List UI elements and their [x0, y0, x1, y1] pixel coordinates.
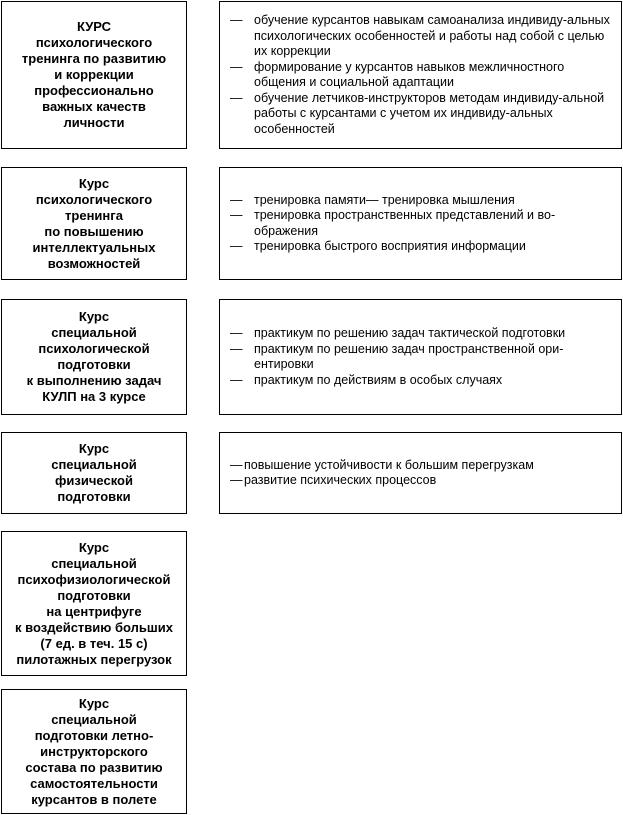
- list-item: — повышение устойчивости к большим перегрузкам: [230, 458, 613, 474]
- list-item: — обучение летчиков-инструкторов методам индивиду-альной работы с курсантами с учетом их индивиду-альных особенностей: [230, 91, 613, 138]
- list-item: — практикум по решению задач тактической подготовки: [230, 326, 613, 342]
- list-item: — тренировка быстрого восприятия информации: [230, 239, 613, 255]
- list-item: — развитие психических процессов: [230, 473, 613, 489]
- course-details-personal-qualities: [219, 1, 622, 149]
- course-details-intellectual: [219, 167, 622, 280]
- list-item: — практикум по решению задач пространственной ори-ентировки: [230, 342, 613, 373]
- course-box-special-psychological: [1, 299, 187, 415]
- course-title: Курс специальной психологической подготовки к выполнению задач КУЛП на 3 курсе: [26, 309, 162, 404]
- course-box-personal-qualities: [1, 1, 187, 149]
- course-box-physical: [1, 432, 187, 514]
- course-title: Курс психологического тренинга по повышению интеллектуальных возможностей: [32, 175, 156, 271]
- list-item: — формирование у курсантов навыков межличностного общения и социальной адаптации: [230, 60, 613, 91]
- detail-list: [230, 458, 613, 489]
- course-title: Курс специальной физической подготовки: [51, 441, 137, 504]
- course-title: КУРС психологического тренинга по развитию и коррекции профессионально важных качеств личности: [21, 19, 167, 130]
- course-details-physical: [219, 432, 622, 514]
- course-box-instructor: [1, 689, 187, 814]
- course-title: Курс специальной психофизиологической подготовки на центрифуге к воздействию больших (7 ед. в теч. 15 с) пилотажных перегрузок: [15, 539, 173, 667]
- list-item: — тренировка памяти— тренировка мышления: [230, 193, 613, 209]
- course-box-centrifuge: [1, 531, 187, 676]
- detail-list: [230, 193, 613, 255]
- list-item: — практикум по действиям в особых случаях: [230, 373, 613, 389]
- list-item: — обучение курсантов навыкам самоанализа индивиду-альных психологических особенностей и работы над собой с целью их коррекции: [230, 13, 613, 60]
- course-details-special-psychological: [219, 299, 622, 415]
- detail-list: [230, 13, 613, 137]
- course-box-intellectual: [1, 167, 187, 280]
- list-item: — тренировка пространственных представлений и во-ображения: [230, 208, 613, 239]
- course-title: Курс специальной подготовки летно- инструкторского состава по развитию самостоятельности курсантов в полете: [25, 695, 163, 807]
- detail-list: [230, 326, 613, 388]
